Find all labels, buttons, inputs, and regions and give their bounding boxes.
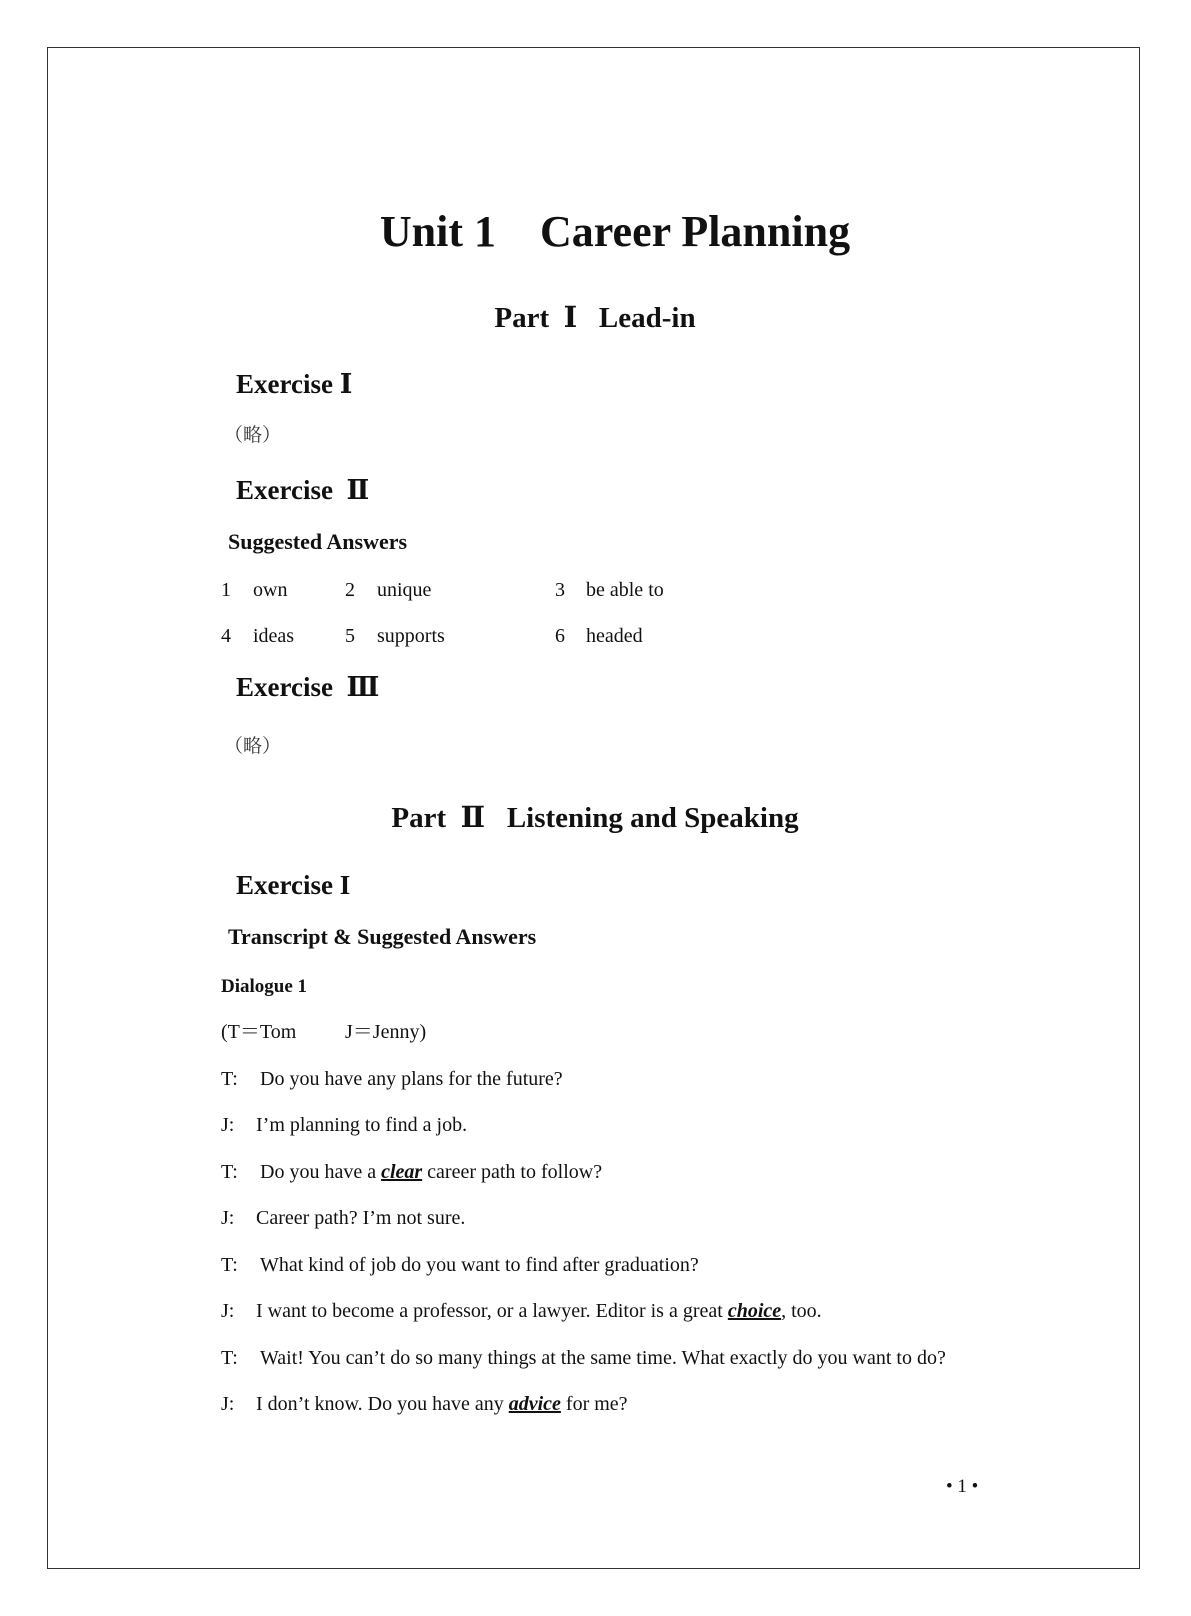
listening-exercise-1-title: Exercise I — [236, 870, 351, 900]
answer-number: 3 — [555, 579, 565, 601]
part-1-title: Part Ⅰ Lead-in — [494, 302, 696, 334]
answer-word: unique — [377, 579, 432, 601]
transcript-heading: Transcript & Suggested Answers — [228, 924, 537, 949]
unit-title: Unit 1 Career Planning — [379, 207, 851, 256]
speaker-label: J: — [221, 1300, 235, 1322]
line-text: I don’t know. Do you have any — [256, 1393, 509, 1415]
answer-word: be able to — [586, 579, 664, 601]
dialogue-line — [260, 1344, 946, 1372]
line-text: career path to follow? — [422, 1161, 603, 1183]
answer-blank: choice — [727, 1300, 782, 1322]
part-2-title: Part Ⅱ Listening and Speaking — [391, 802, 799, 834]
speaker-label: J: — [221, 1114, 235, 1136]
line-text: I’m planning to find a job. — [256, 1114, 468, 1136]
exercise-2-title: Exercise Ⅱ — [236, 475, 370, 505]
dialogue-line — [256, 1111, 467, 1139]
line-text: Do you have any plans for the future? — [260, 1068, 563, 1090]
line-text: Do you have a — [260, 1161, 382, 1183]
speaker-label: T: — [221, 1347, 238, 1369]
exercise-3-omitted-note: （略） — [224, 735, 282, 757]
speaker-label: T: — [221, 1068, 238, 1090]
line-text: What kind of job do you want to find after graduation? — [260, 1254, 699, 1276]
line-text: for me? — [560, 1393, 628, 1415]
speaker-label: T: — [221, 1254, 238, 1276]
dialogue-line — [260, 1251, 699, 1279]
dialogue-line — [256, 1204, 465, 1232]
line-text: I want to become a professor, or a lawyer. Editor is a great — [256, 1300, 728, 1322]
line-text: Wait! You can’t do so many things at the same time. What exactly do you want to do? — [260, 1347, 946, 1369]
speaker-label: J: — [221, 1393, 235, 1415]
suggested-answers-heading: Suggested Answers — [228, 529, 408, 554]
answer-blank: clear — [381, 1161, 423, 1183]
dialogue-line — [256, 1390, 628, 1418]
answer-blank: advice — [508, 1393, 561, 1415]
answer-word: supports — [377, 625, 445, 647]
dialogue-line — [260, 1065, 563, 1093]
dialogue-line — [260, 1158, 602, 1186]
page-number: • 1 • — [946, 1476, 979, 1497]
answer-word: own — [253, 579, 288, 601]
dialogue-line — [256, 1297, 822, 1325]
line-text: Career path? I’m not sure. — [256, 1207, 466, 1229]
answer-number: 2 — [345, 579, 355, 601]
speaker-label: J: — [221, 1207, 235, 1229]
answer-number: 4 — [221, 625, 231, 647]
line-text: , too. — [781, 1300, 822, 1322]
answer-number: 5 — [345, 625, 355, 647]
speaker-label: T: — [221, 1161, 238, 1183]
exercise-1-omitted-note: （略） — [224, 424, 282, 446]
answer-number: 1 — [221, 579, 231, 601]
answer-number: 6 — [555, 625, 565, 647]
answer-word: headed — [586, 625, 643, 647]
answer-word: ideas — [253, 625, 295, 647]
dialogue-title: Dialogue 1 — [221, 976, 308, 997]
exercise-1-title: Exercise Ⅰ — [236, 369, 353, 399]
cast-tom: (T＝Tom — [221, 1021, 297, 1043]
exercise-3-title: Exercise Ⅲ — [236, 672, 380, 702]
cast-jenny: J＝Jenny) — [345, 1021, 427, 1043]
